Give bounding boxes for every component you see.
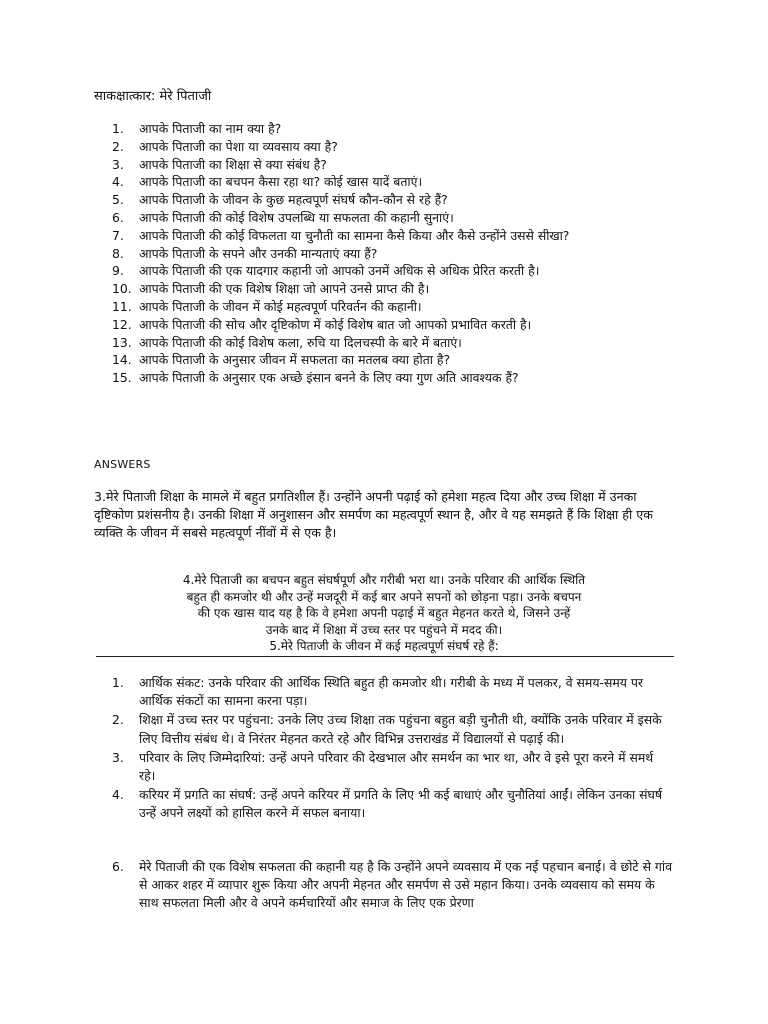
question-text: आपके पिताजी के अनुसार जीवन में सफलता का मतलब क्या होता है? [139,352,451,368]
answer-6-text: मेरे पिताजी की एक विशेष सफलता की कहानी यह है कि उन्होंने अपने व्यवसाय में एक नई पहचान बनाई। वे छोटे से गांव से आकर शहर में व्यापार शुरू किया और अपनी मेहनत और समर्पण से उसे महान किया। उनके व्यवसाय को समय के साथ सफलता मिली और वे अपने कर्मचारियों और समाज के लिए एक प्रेरणा [139,859,672,911]
question-text: आपके पिताजी के अनुसार एक अच्छे इंसान बनने के लिए क्या गुण अति आवश्यक हैं? [139,370,519,386]
struggle-number: 1. [112,675,124,690]
question-number: 15. [112,370,132,386]
answer-3-paragraph: 3.मेरे पिताजी शिक्षा के मामले में बहुत प्रगतिशील हैं। उन्होंने अपनी पढ़ाई को हमेशा महत्व दिया और उच्च शिक्षा में उनका दृष्टिकोण प्रशंसनीय है। उनकी शिक्षा में अनुशासन और समर्पण का महत्वपूर्ण स्थान है, और वे यह समझते हैं कि शिक्षा ही एक व्यक्ति के जीवन में सबसे महत्वपूर्ण नींवों में से एक है। [94,489,653,540]
question-number: 12. [112,316,132,332]
struggle-item [112,749,672,785]
question-text: आपके पिताजी का शिक्षा से क्या संबंध है? [139,156,327,172]
answer-4-line: उनके बाद में शिक्षा में उच्च स्तर पर पहुंचने में मदद की। [265,622,503,637]
question-number: 14. [112,352,132,368]
question-number: 5. [112,192,124,208]
question-item [112,334,672,352]
struggle-list [112,674,672,824]
question-number: 13. [112,334,132,350]
question-item [112,245,672,263]
answer-4-line: बहुत ही कमजोर थी और उन्हें मजदूरी में कई बार अपने सपनों को छोड़ना पड़ा। उनके बचपन [186,589,582,604]
struggle-item [112,674,672,710]
answer-4-line: 4.मेरे पिताजी का बचपन बहुत संघर्षपूर्ण और गरीबी भरा था। उनके परिवार की आर्थिक स्थिति [182,573,586,587]
answer-5-intro: 5.मेरे पिताजी के जीवन में कई महत्वपूर्ण संघर्ष रहे हैं: [269,639,499,653]
question-item [112,209,672,227]
struggle-item [112,786,672,822]
question-item [112,351,672,369]
question-number: 1. [112,121,124,136]
question-item [112,227,672,245]
struggle-number: 2. [112,712,124,728]
question-number: 9. [112,263,124,279]
question-text: आपके पिताजी की सोच और दृष्टिकोण में कोई विशेष बात जो आपको प्रभावित करती है। [139,316,532,332]
answer-6-number: 6. [112,859,124,874]
question-item [112,120,672,138]
question-text: आपके पिताजी की एक विशेष शिक्षा जो आपने उनसे प्राप्त की है। [139,281,430,297]
question-item [112,173,672,191]
answer-4-block [94,572,674,655]
question-number: 8. [112,245,124,261]
question-item [112,316,672,334]
question-text: आपके पिताजी का पेशा या व्यवसाय क्या है? [139,138,338,154]
question-list [112,120,672,387]
struggle-text: शिक्षा में उच्च स्तर पर पहुंचना: उनके लिए उच्च शिक्षा तक पहुंचना बहुत बड़ी चुनौती थी, क्योंकि उनके परिवार में इसके लिए वित्तीय संबंध थे। वे निरंतर मेहनत करते रहे और विभिन्न उत्तराखंड में विद्यालयों से पढ़ाई की। [139,712,662,746]
question-item [112,298,672,316]
question-text: आपके पिताजी की कोई विशेष कला, रुचि या दिलचस्पी के बारे में बताएं। [139,334,462,350]
horizontal-rule [96,656,674,657]
question-item [112,156,672,174]
question-item [112,369,672,387]
struggle-item [112,711,672,747]
question-number: 3. [112,156,124,172]
question-text: आपके पिताजी की कोई विशेष उपलब्धि या सफलता की कहानी सुनाएं। [139,209,454,225]
question-item [112,191,672,209]
struggle-text: करियर में प्रगति का संघर्ष: उन्हें अपने करियर में प्रगति के लिए भी कई बाधाएं और चुनौतियां आईं। लेकिन उनका संघर्ष उन्हें अपने लक्ष्यों को हासिल करने में सफल बनाया। [139,787,663,821]
struggle-text: आर्थिक संकट: उनके परिवार की आर्थिक स्थिति बहुत ही कमजोर थी। गरीबी के मध्य में पलकर, वे समय-समय पर आर्थिक संकटों का सामना करना पड़ा। [139,675,643,709]
question-number: 7. [112,227,124,243]
answers-heading: ANSWERS [94,458,151,471]
question-number: 2. [112,138,124,154]
question-number: 4. [112,174,124,190]
question-text: आपके पिताजी की कोई विफलता या चुनौती का सामना कैसे किया और कैसे उन्होंने उससे सीखा? [139,227,570,243]
question-item [112,138,672,156]
answer-6-item [112,858,672,913]
struggle-text: परिवार के लिए जिम्मेदारियां: उन्हें अपने परिवार की देखभाल और समर्थन का भार था, और वे इसे पूरा करने में समर्थ रहे। [139,749,654,784]
question-item [112,262,672,280]
answer-6-list [112,858,672,913]
question-item [112,280,672,298]
question-text: आपके पिताजी के सपने और उनकी मान्यताएं क्या हैं? [139,245,378,261]
question-text: आपके पिताजी की एक यादगार कहानी जो आपको उनमें अधिक से अधिक प्रेरित करती है। [139,263,540,279]
struggle-number: 3. [112,749,124,765]
answer-4-line: की एक खास याद यह है कि वे हमेशा अपनी पढ़ाई में बहुत मेहनत करते थे, जिसने उन्हें [197,606,571,620]
document-title: साकक्षात्कार: मेरे पिताजी [94,89,212,104]
question-text: आपके पिताजी के जीवन में कोई महत्वपूर्ण परिवर्तन की कहानी। [139,298,422,314]
struggle-number: 4. [112,787,124,803]
question-number: 11. [112,298,132,314]
question-text: आपके पिताजी के जीवन के कुछ महत्वपूर्ण संघर्ष कौन-कौन से रहे हैं? [139,192,448,208]
question-number: 6. [112,209,124,225]
question-text: आपके पिताजी का नाम क्या है? [139,121,282,136]
question-number: 10. [112,281,132,297]
question-text: आपके पिताजी का बचपन कैसा रहा था? कोई खास यादें बताएं। [139,174,423,190]
